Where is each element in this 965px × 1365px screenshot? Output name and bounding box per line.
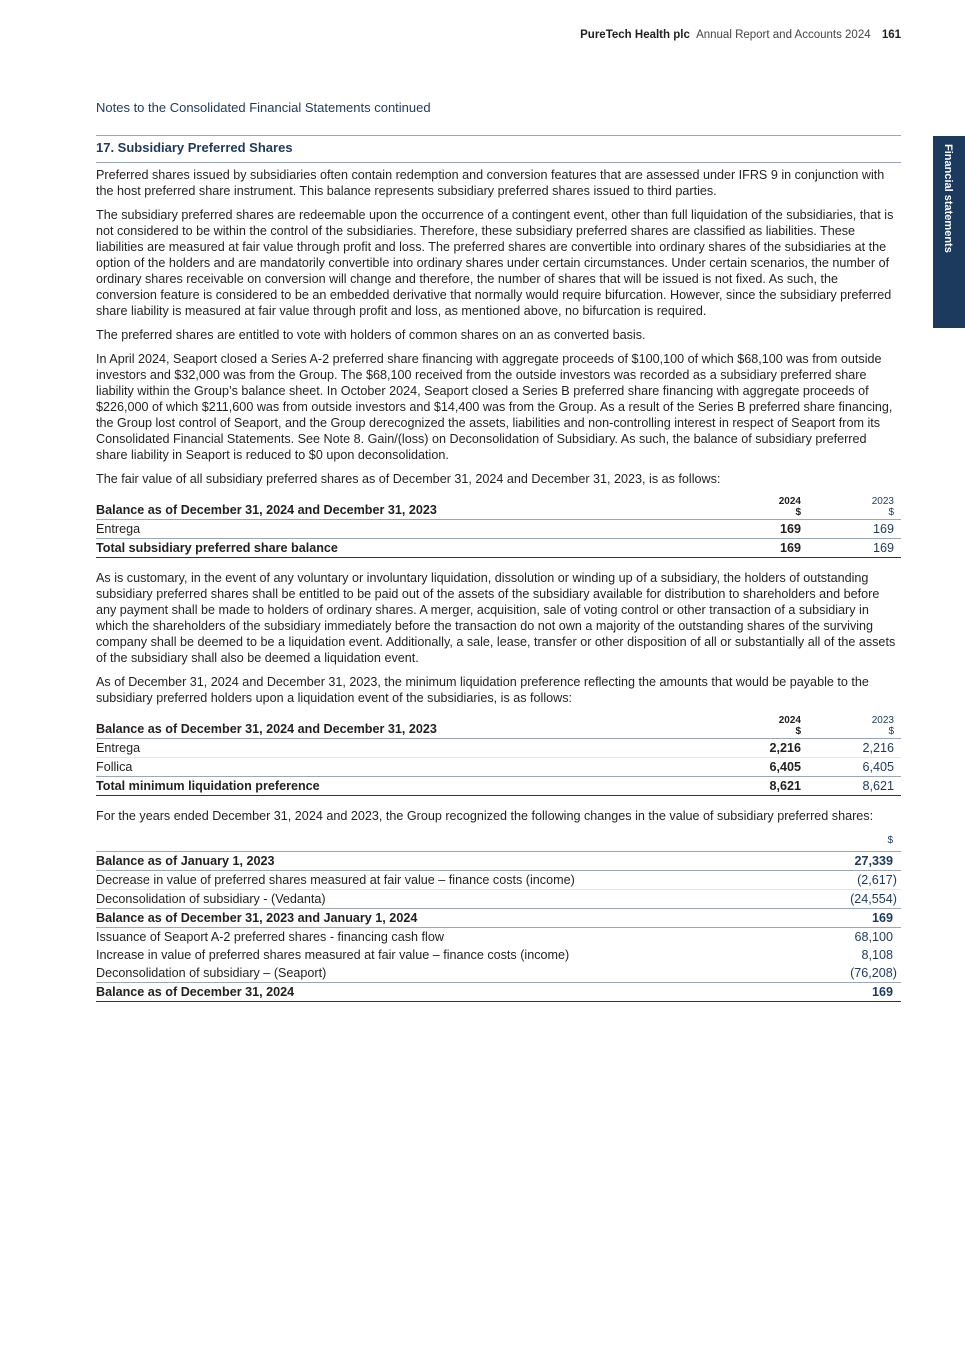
row-label: Follica [96,760,133,774]
side-tab-label: Financial statements [942,144,954,253]
table-heading: Balance as of December 31, 2024 and December 31, 2023 [96,495,721,520]
table-header-row [96,495,901,520]
page-number: 161 [881,29,901,41]
table-row [96,928,901,947]
page-content [96,100,901,1002]
row-label: Balance as of January 1, 2023 [96,852,824,871]
total-2023: 8,621 [802,777,901,796]
table-row [96,520,901,539]
paragraph: For the years ended December 31, 2024 and 2023, the Group recognized the following changes in the value of subsidiary preferred shares: [96,809,874,823]
table-row [96,964,901,983]
value-2024: 6,405 [769,760,801,774]
table-total-row [96,983,901,1002]
page-header [580,29,901,41]
fair-value-table [96,495,901,558]
row-value: 8,108 [861,948,893,962]
table-header-row [96,714,901,739]
year-label: 2024 [778,496,801,507]
notes-title: Notes to the Consolidated Financial Statements continued [96,100,431,115]
row-label: Increase in value of preferred shares measured at fair value – finance costs (income) [96,948,570,962]
table-total-row [96,539,901,558]
company-name: PureTech Health plc [580,29,690,41]
row-label: Deconsolidation of subsidiary - (Vedanta) [96,890,824,909]
liquidation-preference-table [96,714,901,796]
table-row [96,758,901,777]
currency-label: $ [795,726,801,737]
table-row [96,909,901,928]
row-label: Entrega [96,522,141,536]
table-row [96,739,901,758]
section-side-tab [933,136,965,328]
row-label: Entrega [96,739,721,758]
year-label: 2023 [871,715,894,726]
paragraph: As of December 31, 2024 and December 31, 2023, the minimum liquidation preference reflecting the amounts that would be payable to the subsidiary preferred holders upon a liquidation event of the subsidiaries, is as follows: [96,675,869,705]
table-heading: Balance as of December 31, 2024 and December 31, 2023 [96,714,721,739]
row-value: (76,208) [824,964,901,983]
currency-label: $ [888,726,894,737]
table-row [96,890,901,909]
value-2024: 169 [779,522,801,536]
table-row [96,852,901,871]
paragraph: In April 2024, Seaport closed a Series A-2 preferred share financing with aggregate proceeds of $100,100 of which $68,100 was from outside investors and $32,000 was from the Group. The $68,100 received from the outside investors was recorded as a subsidiary preferred share liability within the Group’s balance sheet. In October 2024, Seaport closed a Series B preferred share financing with aggregate proceeds of $226,000 of which $211,600 was from outside investors and $14,400 was from the Group. As a result of the Series B preferred share financing, the Group lost control of Seaport, and the Group derecognized the assets, liabilities and non-controlling interest in respect of Seaport from its Consolidated Financial Statements. See Note 8. Gain/(loss) on Deconsolidation of Subsidiary. As such, the balance of subsidiary preferred share liability in Seaport is reduced to $0 upon deconsolidation. [96,352,893,462]
paragraph: Preferred shares issued by subsidiaries often contain redemption and conversion features that are assessed under IFRS 9 in conjunction with the host preferred share instrument. This balance represents subsidiary preferred shares issued to third parties. [96,168,885,198]
paragraph: The preferred shares are entitled to vote with holders of common shares on an as converted basis. [96,328,646,342]
row-value: (24,554) [824,890,901,909]
row-value: 169 [824,983,901,1002]
table-header-row [96,832,901,852]
value-2023: 169 [872,522,894,536]
currency-label: $ [795,507,801,518]
table-row [96,871,901,890]
column-header-2024 [721,495,802,520]
row-value: 27,339 [824,852,901,871]
paragraph: The fair value of all subsidiary preferred shares as of December 31, 2024 and December 31, 2023, is as follows: [96,472,721,486]
value-2023: 6,405 [862,760,894,774]
row-label: Decrease in value of preferred shares measured at fair value – finance costs (income) [96,871,824,890]
row-label: Balance as of December 31, 2024 [96,983,824,1002]
total-2023: 169 [802,539,901,558]
report-title: Annual Report and Accounts 2024 [696,29,871,41]
row-label: Deconsolidation of subsidiary – (Seaport) [96,964,824,983]
total-2024: 8,621 [721,777,802,796]
paragraph: As is customary, in the event of any voluntary or involuntary liquidation, dissolution or winding up of a subsidiary, the holders of outstanding subsidiary preferred shares shall be entitled to be paid out of the assets of the subsidiary available for distribution to shareholders and before any payment shall be made to holders of ordinary shares. A merger, acquisition, sale of voting control or other transaction of a subsidiary in which the shareholders of the subsidiary immediately before the transaction do not own a majority of the outstanding shares of the surviving company shall be deemed to be a liquidation event. Additionally, a sale, lease, transfer or other disposition of all or substantially all of the assets of the subsidiary shall also be deemed a liquidation event. [96,571,896,665]
currency-label: $ [888,507,894,518]
column-header-2024 [721,714,802,739]
paragraph: The subsidiary preferred shares are redeemable upon the occurrence of a contingent event, other than full liquidation of the subsidiaries, that is not considered to be within the control of the subsidiaries. Therefore, these subsidiary preferred shares are classified as liabilities. These liabilities are measured at fair value through profit and loss. The preferred shares are convertible into ordinary shares of the subsidiaries at the option of the holders and are mandatorily convertible into ordinary shares under certain circumstances. Under certain scenarios, the number of ordinary shares receivable on conversion will change and therefore, the number of shares that will be issued is not fixed. As such, the conversion feature is considered to be an embedded derivative that normally would require bifurcation. However, since the subsidiary preferred share liability is measured at fair value through profit and loss, as mentioned above, no bifurcation is required. [96,208,894,318]
row-label: Issuance of Seaport A-2 preferred shares - financing cash flow [96,930,444,944]
preferred-share-changes-table [96,832,901,1002]
value-2023: 2,216 [802,739,901,758]
table-row [96,946,901,964]
total-label: Total subsidiary preferred share balance [96,539,721,558]
row-value: (2,617) [824,871,901,890]
column-header-2023 [802,495,901,520]
total-label: Total minimum liquidation preference [96,777,721,796]
year-label: 2023 [871,496,894,507]
column-header-2023 [802,714,901,739]
year-label: 2024 [778,715,801,726]
row-value: 169 [824,909,901,928]
total-2024: 169 [721,539,802,558]
section-title: 17. Subsidiary Preferred Shares [96,136,901,163]
row-label: Balance as of December 31, 2023 and January 1, 2024 [96,909,824,928]
row-value: 68,100 [854,930,893,944]
header-spacer [96,832,824,852]
table-total-row [96,777,901,796]
value-2024: 2,216 [721,739,802,758]
currency-label: $ [824,832,901,852]
